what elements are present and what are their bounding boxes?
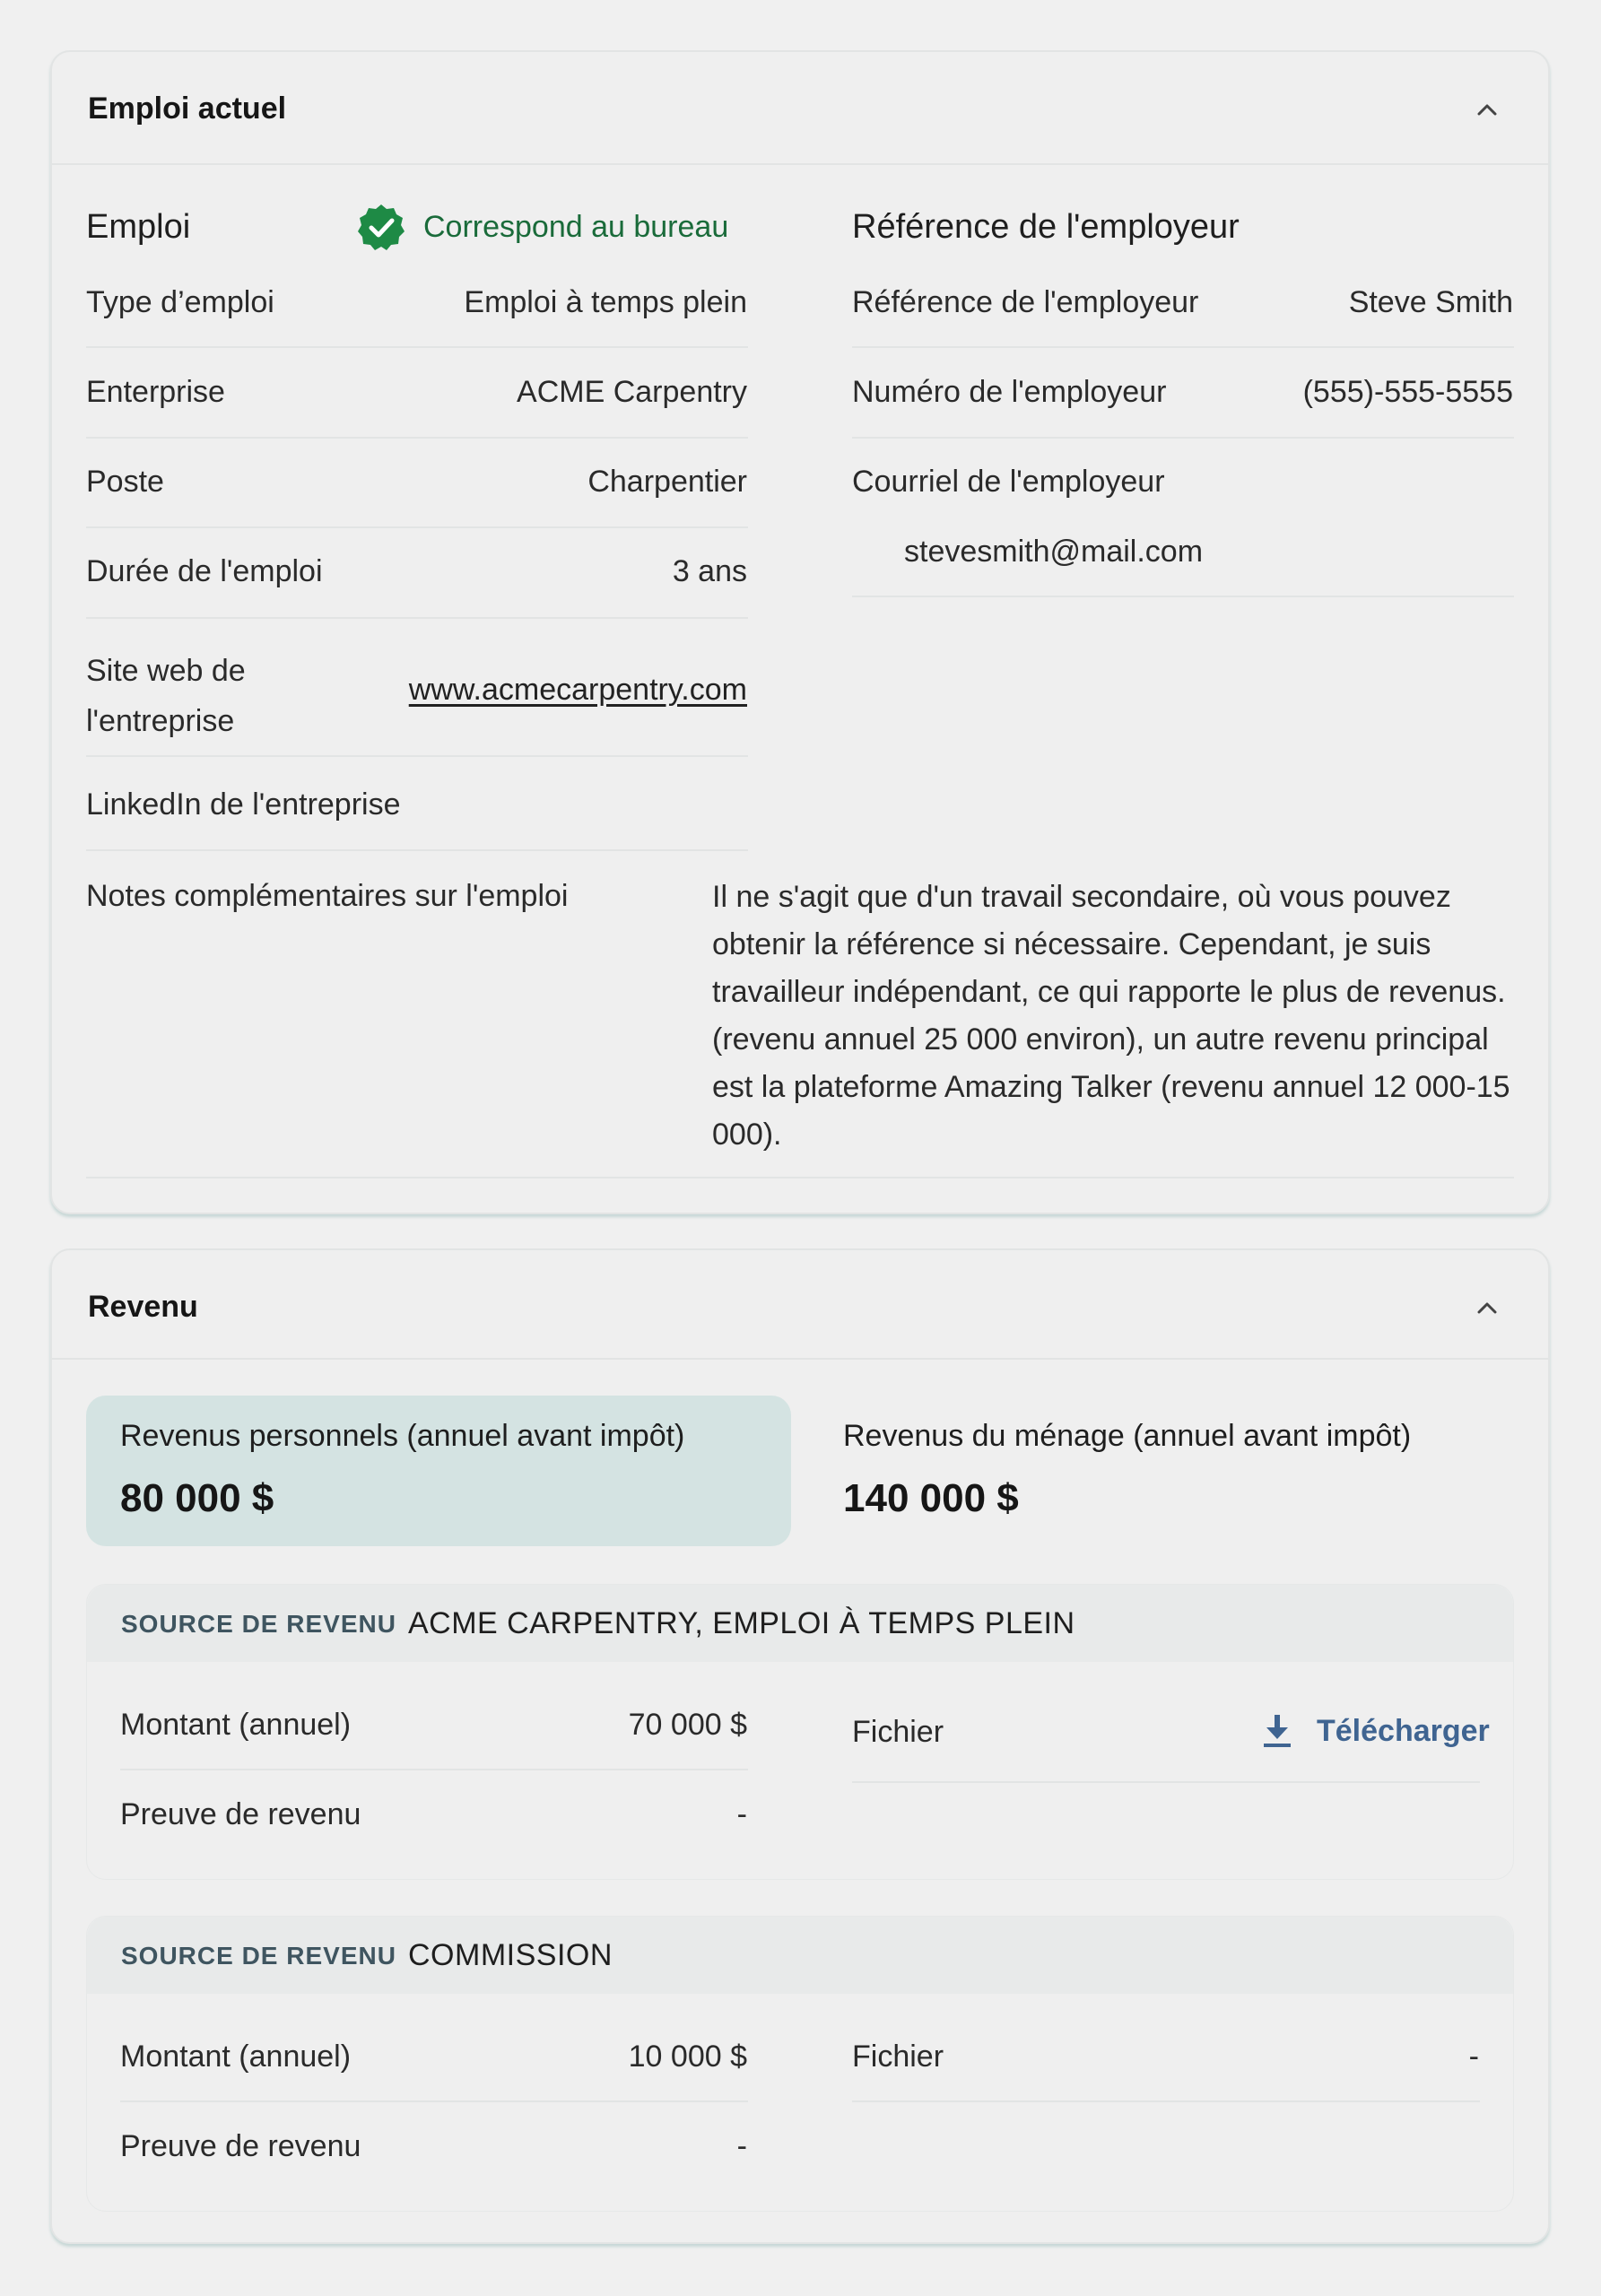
household-income-box <box>811 1396 1519 1546</box>
income-source-tag: SOURCE DE REVENU <box>121 1610 396 1638</box>
company-label: Enterprise <box>86 375 225 409</box>
employer-email-label: Courriel de l'employeur <box>852 465 1165 499</box>
row-divider <box>86 346 748 348</box>
verified-status <box>357 203 728 251</box>
employment-duration-label: Durée de l'emploi <box>86 554 323 588</box>
company-linkedin-label: LinkedIn de l'entreprise <box>86 787 401 822</box>
row-divider <box>852 346 1514 348</box>
personal-income-label: Revenus personnels (annuel avant impôt) <box>120 1419 685 1453</box>
row-divider <box>86 755 748 757</box>
position-label: Poste <box>86 465 164 499</box>
company-website-label: Site web de l'entreprise <box>86 654 246 738</box>
download-icon <box>1261 1713 1293 1749</box>
row-divider <box>852 596 1514 597</box>
row-divider <box>120 2100 748 2102</box>
row-divider <box>86 526 748 528</box>
personal-income-amount: 80 000 $ <box>120 1476 274 1520</box>
chevron-up-icon[interactable] <box>1475 1295 1500 1320</box>
download-label: Télécharger <box>1317 1713 1490 1748</box>
employer-reference-value: Steve Smith <box>1348 285 1513 319</box>
chevron-up-icon[interactable] <box>1475 97 1500 122</box>
employer-email-value: stevesmith@mail.com <box>904 535 1204 569</box>
company-website-link[interactable]: www.acmecarpentry.com <box>408 673 747 707</box>
amount-annual-label: Montant (annuel) <box>120 2039 352 2074</box>
verified-badge-icon <box>357 203 405 251</box>
employer-reference-heading: Référence de l'employeur <box>852 208 1240 246</box>
employer-phone-value: (555)-555-5555 <box>1302 375 1513 409</box>
file-label: Fichier <box>852 1715 944 1749</box>
amount-annual-label: Montant (annuel) <box>120 1708 352 1742</box>
employer-reference-label: Référence de l'employeur <box>852 285 1199 319</box>
income-source-name: COMMISSION <box>408 1938 613 1972</box>
employment-notes-value: Il ne s'agit que d'un travail secondaire, où vous pouvez obtenir la référence si nécessaire. Cependant, je suis travailleur indépendant, ce qui rapporte le plus de revenus. (revenu annuel 25 000 environ), un autre revenu principal est la plateforme Amazing Talker (revenu annuel 12 000-15 000). <box>712 880 1510 1152</box>
row-divider <box>86 617 748 619</box>
row-divider <box>120 1769 748 1770</box>
file-value: - <box>1468 2039 1479 2074</box>
employment-notes-label: Notes complémentaires sur l'emploi <box>86 879 569 913</box>
income-proof-label: Preuve de revenu <box>120 1797 361 1831</box>
employment-duration-value: 3 ans <box>672 554 747 588</box>
company-value: ACME Carpentry <box>517 375 747 409</box>
row-divider <box>86 849 748 851</box>
income-card-title: Revenu <box>88 1290 198 1324</box>
income-source-tag: SOURCE DE REVENU <box>121 1942 396 1970</box>
household-income-amount: 140 000 $ <box>843 1476 1019 1520</box>
row-divider <box>86 1177 1514 1178</box>
income-card-header[interactable] <box>52 1250 1548 1360</box>
row-divider <box>86 437 748 439</box>
employment-card-header[interactable] <box>52 52 1548 165</box>
employment-card-title: Emploi actuel <box>88 91 287 126</box>
verified-label: Correspond au bureau <box>423 209 729 244</box>
personal-income-box <box>86 1396 791 1546</box>
download-button[interactable] <box>1261 1713 1490 1749</box>
household-income-label: Revenus du ménage (annuel avant impôt) <box>843 1419 1412 1453</box>
amount-annual-value: 70 000 $ <box>628 1708 747 1742</box>
income-source-header <box>87 1917 1513 1994</box>
income-source-header <box>87 1585 1513 1662</box>
row-divider <box>852 437 1514 439</box>
row-divider <box>852 2100 1480 2102</box>
amount-annual-value: 10 000 $ <box>628 2039 747 2074</box>
employment-type-value: Emploi à temps plein <box>464 285 747 319</box>
income-proof-value: - <box>736 2129 747 2163</box>
employer-phone-label: Numéro de l'employeur <box>852 375 1167 409</box>
position-value: Charpentier <box>587 465 747 499</box>
employment-heading: Emploi <box>86 208 191 246</box>
income-source-name: ACME CARPENTRY, EMPLOI À TEMPS PLEIN <box>408 1606 1075 1640</box>
file-label: Fichier <box>852 2039 944 2074</box>
income-proof-value: - <box>736 1797 747 1831</box>
income-proof-label: Preuve de revenu <box>120 2129 361 2163</box>
employment-type-label: Type d’emploi <box>86 285 274 319</box>
row-divider <box>852 1781 1480 1783</box>
